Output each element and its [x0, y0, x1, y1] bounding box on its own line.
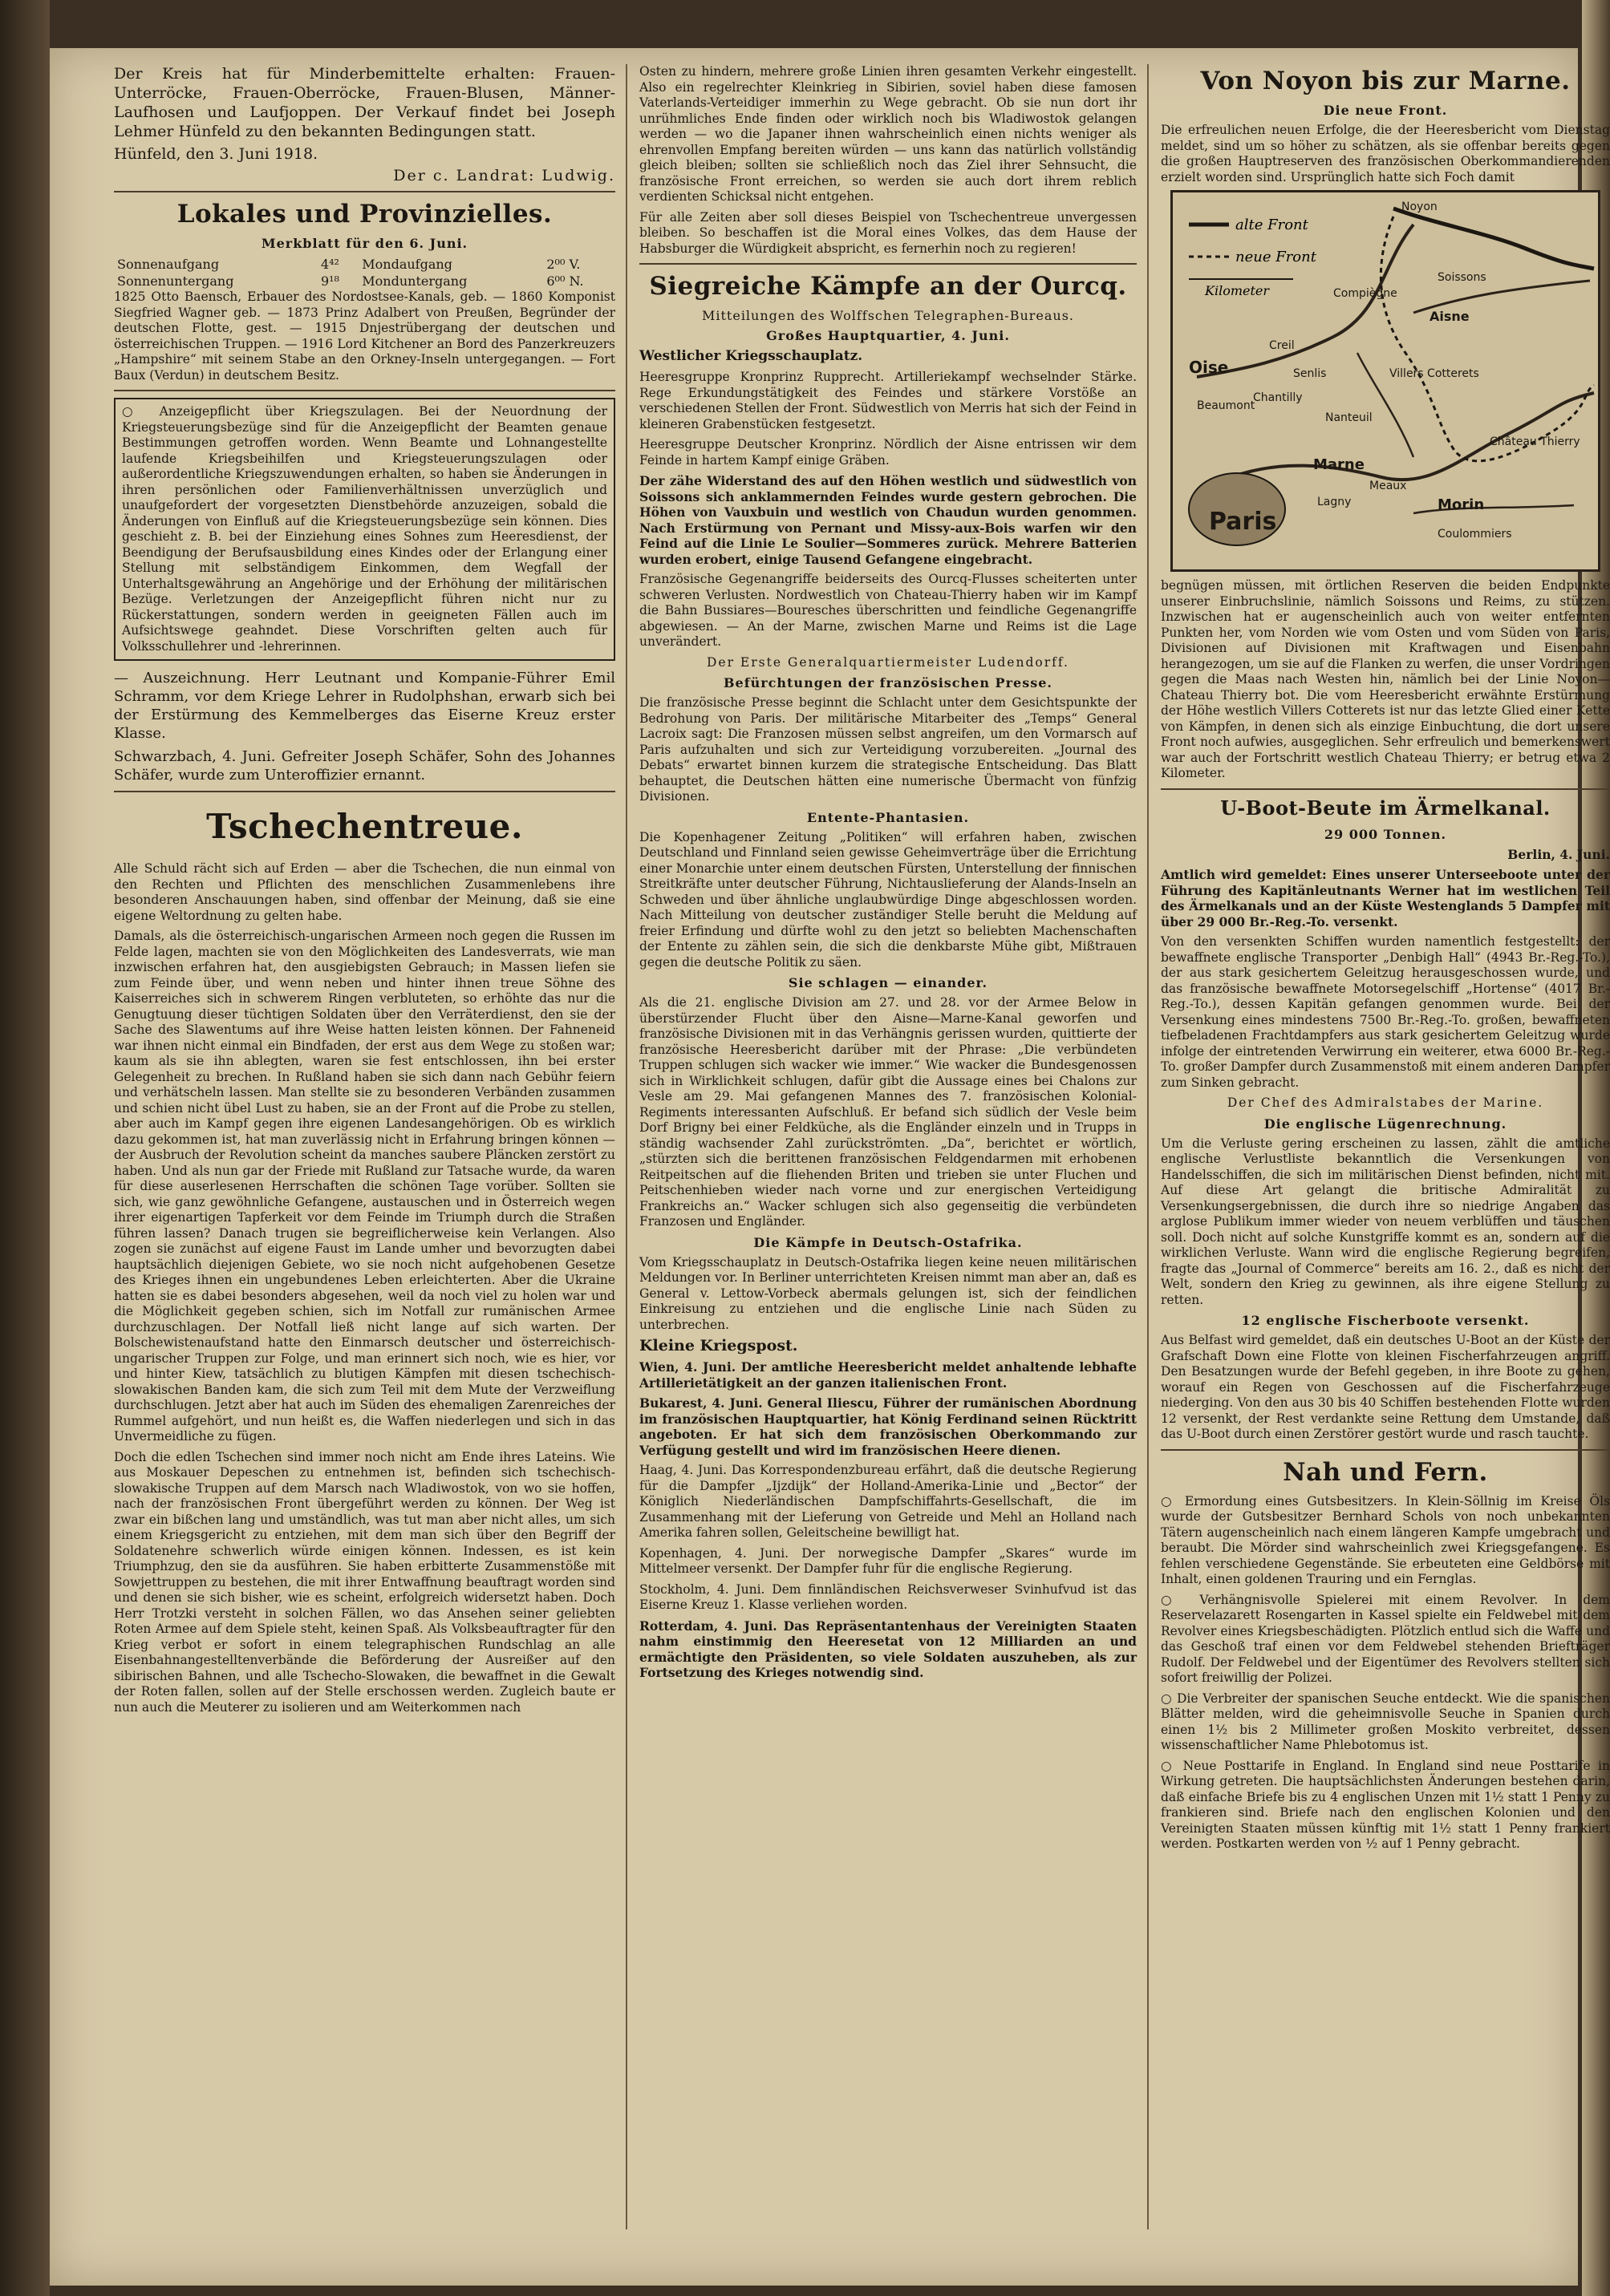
schlagen-heading: Sie schlagen — einander.: [788, 975, 988, 990]
tschechen-heading: Tschechentreue.: [206, 807, 523, 846]
ludendorff-signature: Der Erste Generalquartiermeister Ludendorff.: [707, 654, 1069, 670]
report-paragraph: Die französische Presse beginnt die Schlacht unter dem Gesichtspunkte der Bedrohung von Paris. Der militärische Mitarbeiter des „Temps“ General Lacroix sagt: Die Franzosen müssen selbst angreifen, um den Vormarsch auf Paris aufzuhalten und sich zur Verteidigung vorzubereiten. „Journal des Debats“ erwartet binnen kurzem die strategische Entscheidung. Das Blatt behauptet, die Deutschen hätten eine numerische Übermacht von fünfzig Divisionen.: [639, 695, 1137, 804]
legend-km-label: Kilometer: [1205, 283, 1270, 298]
report-paragraph: Der zähe Widerstand des auf den Höhen westlich und südwestlich von Soissons sich anklammernden Feindes wurde gestern gebrochen. Die Höhen von Vauxbuin und westlich von Chaudun wurden genommen. Nach Erstürmung von Pernant und Missy-aux-Bois warfen wir den Feind auf die Linie Le Soulier—Sommeres zurück. Mehrere Batterien wurden erobert, einige Tausend Gefangene eingebracht.: [639, 473, 1137, 567]
map-label: Nanteuil: [1325, 411, 1373, 424]
legend-new-label: neue Front: [1235, 249, 1316, 265]
column-rule: [626, 64, 627, 2229]
lokales-heading: Lokales und Provinzielles.: [176, 200, 553, 229]
news-item: ○ Neue Posttarife in England. In England sind neue Posttarife in Wirkung getreten. Die hauptsächlichsten Änderungen bestehen darin, daß einfache Briefe bis zu 4 englischen Unzen mit 1½ statt 1 Penny zu frankieren sind. Briefe nach den englischen Kolonien und den Vereinigten Staaten müssen künftig mit 1½ statt 1 Penny frankiert werden. Postkarten werden von ½ auf 1 Penny gebracht.: [1161, 1758, 1610, 1851]
news-item: ○ Ermordung eines Gutsbesitzers. In Klein-Söllnig im Kreise Öls wurde der Gutsbesitzer Bernhard Schols von noch unbekannten Tätern augenscheinlich nach einem längeren Kampfe umgebracht und beraubt. Die Mörder sind wahrscheinlich zwei Kriegsgefangene. Es fehlen verschiedene Gegenstände. Sie erbeuteten eine Geldbörse mit Inhalt, einen goldenen Trauring und ein Fernglas.: [1161, 1493, 1610, 1586]
hq-dateline: Großes Hauptquartier, 4. Juni.: [766, 328, 1010, 343]
tschechen-paragraph: Damals, als die österreichisch-ungarischen Armeen noch gegen die Russen im Felde lagen, machten sie von den Möglichkeiten des Landesverrats, wie man inzwischen erfahren hat, den ausgiebigsten Gebrauch; in Massen liefen sie zum Feinde über, und wenn neben und hinter ihnen treue Söhne des Kaiserreiches sich in schwerem Ringen verbluteten, so erhöhte das nur die Genugtuung dieser tüchtigen Soldaten über den Verräterdienst, den sie der Sache des Slawentums auf ihre Weise hatten leisten können. Der Fahneneid war ihnen nicht einmal ein Bindfaden, der erst aus dem Wege zu stoßen war; kaum als sie ihn ablegten, waren sie fest entschlossen, ihn bei erster Gelegenheit zu brechen. In Rußland haben sie sich dann nach Gebühr feiern und verhätscheln lassen. Man stellte sie zu besonderen Verbänden zusammen und schien nicht übel Lust zu haben, sie an der Front auf die Probe zu stellen, aber auch im Kampf gegen ihre eigenen Landesangehörigen. Ob es wirklich dazu gekommen ist, hat man zuverlässig nicht in Erfahrung bringen können — der Ausbruch der Revolution scheint da manches saubere Pläncken zerstört zu haben. Und als nun gar der Friede mit Rußland zur Tatsache wurde, da waren für diese auserlesenen Herrschaften die schönen Tage vorüber. Sollten sie sich, wie ganz gewöhnliche Gefangene, austauschen und in Österreich wegen ihrer eigenartigen Tapferkeit vor dem Feinde im Triumph durch die Straßen führen lassen? Danach trugen sie begreiflicherweise kein Verlangen. Also zogen sie zunächst auf eigene Faust im Lande umher und bevorzugten dabei hauptsächlich diejenigen Gebiete, wo sie noch nicht aufgehobenen Gesetze des Krieges ihnen ein ungebundenes Leben erleichterten. Aber die Ukraine hatten sie es dabei besonders abgesehen, weil da noch viel zu holen war und die Möglichkeit gegeben schien, sich im Notfall zur rumänischen Armee durchzuschlagen. Der Notfall ließ nicht lange auf sich warten. Der Bolschewistenaufstand hatte den Einmarsch deutscher und österreichisch-ungarischer Truppen zur Folge, und man erinnert sich noch, wie es hier, vor und hinter Kiew, tatsächlich zu blutigen Kämpfen mit diesen tschechisch-slowakischen Banden kam, die sich zum Teil mit dem Mute der Verzweiflung durchschlugen. Jetzt aber hat auch im Süden des ehemaligen Zarenreiches der Rummel aufgehört, und nun heißt es, die Waffen niederlegen und sich in das Unvermeidliche zu fügen.: [114, 929, 615, 1444]
kriegspost-item: Bukarest, 4. Juni. General Iliescu, Führer der rumänischen Abordnung im französischen Hauptquartier, hat König Ferdinand seinen Rücktritt angeboten. Er hat sich dem französischen Oberkommando zur Verfügung gestellt und wird im französischen Heere dienen.: [639, 1395, 1137, 1458]
auszeichnung-text: — Auszeichnung. Herr Leutnant und Kompanie-Führer Emil Schramm, vor dem Kriege Lehrer in Rudolphshan, erwarb sich bei der Erstürmung des Kemmelberges das Eiserne Kreuz erster Klasse.: [114, 670, 615, 742]
noyon-heading: Von Noyon bis zur Marne.: [1200, 67, 1571, 95]
news-item: ○ Verhängnisvolle Spielerei mit einem Revolver. In dem Reservelazarett Rosengarten in Kassel spielte ein Feldwebel mit dem Revolver eines Kriegsbeschädigten. Plötzlich entlud sich die Waffe und das Geschoß traf einen vor dem Feldwebel stehenden Briefträger Rudolf. Der Feldwebel und der Eigentümer des Revolvers stellten sich sofort freiwillig der Polizei.: [1161, 1592, 1610, 1685]
map-label: Senlis: [1293, 367, 1327, 380]
map-label: Paris: [1209, 508, 1277, 536]
map-label: Marne: [1313, 456, 1365, 473]
entente-heading: Entente-Phantasien.: [806, 809, 970, 825]
uboot-signature: Der Chef des Admiralstabes der Marine.: [1227, 1095, 1544, 1110]
anzeige-box: [114, 398, 615, 661]
table-cell: Sonnenaufgang: [117, 257, 220, 272]
map-label: Coulommiers: [1438, 528, 1512, 541]
map-label: Beaumont: [1197, 399, 1255, 412]
kriegspost-item: Wien, 4. Juni. Der amtliche Heeresbericht meldet anhaltende lebhafte Artillerietätigkeit an der ganzen italienischen Front.: [639, 1359, 1137, 1391]
table-cell: 2⁰⁰ V.: [546, 257, 581, 272]
map-label: Château Thierry: [1490, 435, 1580, 448]
schwarzbach-text: Schwarzbach, 4. Juni. Gefreiter Joseph Schäfer, Sohn des Johannes Schäfer, wurde zum Unteroffizier ernannt.: [114, 748, 615, 784]
report-paragraph: Heeresgruppe Deutscher Kronprinz. Nördlich der Aisne entrissen wir dem Feinde in hartem Kampf einige Gräben.: [639, 437, 1137, 468]
news-item: ○ Die Verbreiter der spanischen Seuche entdeckt. Wie die spanischen Blätter melden, wird die geheimnisvolle Seuche in Spanien durch einen 1½ bis 2 Millimeter großen Moskito verbreitet, dessen wissenschaftlicher Name Phlebotomus ist.: [1161, 1691, 1610, 1752]
merkblatt-text: 1825 Otto Baensch, Erbauer des Nordostsee-Kanals, geb. — 1860 Komponist Siegfried Wagner geb. — 1873 Prinz Adalbert von Preußen, Begründer der deutschen Flotte, gest. — 1915 Dnjestrübergang der deutschen und österreichischen Truppen. — 1916 Lord Kitchener an Bord des Panzerkreuzers „Hampshire“ mit seinem Stabe an den Orkney-Inseln untergegangen. — Fort Baux (Verdun) in deutschem Besitz.: [114, 290, 615, 383]
report-paragraph: Die Kopenhagener Zeitung „Politiken“ will erfahren haben, zwischen Deutschland und Finnland seien gewisse Geheimverträge über die Errichtung einer Monarchie unter einem deutschen Fürsten, Unterstellung der finnischen Streitkräfte unter deutscher Führung, Nichtauslieferung der Alands-Inseln an Schweden und über ähnliche unglaubwürdige Dinge abgeschlossen worden. Nach Mitteilung von deutscher zuständiger Stelle beruht die Meldung auf freier Erfindung und dürfte wohl zu den jetzt so beliebten Machenschaften der Entente zu zählen sein, die sich die denkbarste Mühe gibt, Mißtrauen gegen die deutsche Politik zu säen.: [639, 829, 1137, 970]
uboot-paragraph: Amtlich wird gemeldet: Eines unserer Unterseeboote unter der Führung des Kapitänleutnants Werner hat im westlichen Teil des Ärmelkanals und an der Küste Westenglands 5 Dampfer mit über 29 000 Br.-Reg.-To. versenkt.: [1161, 867, 1610, 929]
table-cell: 9¹⁸: [320, 273, 339, 289]
befuerchtungen-heading: Befürchtungen der französischen Presse.: [724, 675, 1052, 690]
divider: [639, 263, 1137, 265]
table-cell: 6⁰⁰ N.: [546, 273, 584, 289]
map-label: Aisne: [1430, 309, 1470, 324]
divider: [1161, 1449, 1610, 1451]
uboot-heading: U-Boot-Beute im Ärmelkanal.: [1220, 796, 1551, 820]
tschechen-continued: Osten zu hindern, mehrere große Linien ihren gesamten Verkehr eingestellt. Also ein regelrechter Kleinkrieg in Sibirien, soviel haben diese famosen Vaterlands-Verteidiger immerhin zu Wege gebracht. Ob sie nun dort ihr unrühmliches Ende finden oder wirklich noch bis Wladiwostok gelangen werden — wo die Japaner ihnen wahrscheinlich einen nichts weniger als ehrenvollen Empfang bereiten würden — uns kann das natürlich vollständig gleich bleiben; sollten sie schließlich noch das Ziel ihrer Sehnsucht, die französische Front erreichen, so werden sie auch dort ihrem reblich verdienten Schicksal nicht entgehen.: [639, 64, 1137, 204]
map-label: Lagny: [1317, 496, 1352, 508]
map-label: Oise: [1189, 358, 1229, 377]
newspaper-page: [50, 48, 1610, 2286]
luegen-heading: Die englische Lügenrechnung.: [1263, 1116, 1507, 1132]
kreis-date: Hünfeld, den 3. Juni 1918.: [114, 145, 318, 163]
uboot-paragraph: Von den versenkten Schiffen wurden namentlich festgestellt: der bewaffnete englische Transporter „Denbigh Hall“ (4943 Br.-Reg.-To.), der aus stark gesichertem Geleitzug herausgeschossen wurde, und das französische bewaffnete Motorsegelschiff „Hortense“ (4017 Br.-Reg.-To.), dessen Kapitän gefangen genommen wurde. Bei der Versenkung eines mindestens 7500 Br.-Reg.-To. großen, bewaffneten tiefbeladenen Frachtdampfers aus stark gesichertem Geleitzug wurde infolge der eintretenden Verwirrung ein weiterer, etwa 6000 Br.-Reg.-To. großer Dampfer durch Zusammenstoß mit einem anderen Dampfer zum Sinken gebracht.: [1161, 934, 1610, 1090]
column-1: [114, 64, 615, 1720]
noyon-paragraph: begnügen müssen, mit örtlichen Reserven die beiden Endpunkte unserer Einbruchslinie, nämlich Soissons und Reims, zu stützen. Inzwischen hat er augenscheinlich auch von weiter entfernten Punkten her, vom Norden wie vom Osten und vom Süden von Paris, Divisionen auf Divisionen mit Kraftwagen und Eisenbahn herangezogen, um sie auf die Flanken zu werfen, die unser Vordringen gegen die Maas nach Westen hin, nämlich bei der Linie Noyon—Chateau Thierry bot. Die vom Heeresbericht erwähnte Erstürmung der Höhe westlich Villers Cotterets ist nur das letzte Glied einer Kette von Kämpfen, in denen sich als einzige Einbuchtung, die dort unsere Front noch aufwies, ausgeglichen. Sehr erfreulich und bemerkenswert war auch der Fortschritt westlich Chateau Thierry; er betrug etwa 2 Kilometer.: [1161, 578, 1610, 780]
map-label: Compiègne: [1333, 287, 1397, 300]
map-label: Noyon: [1401, 200, 1438, 213]
report-paragraph: Als die 21. englische Division am 27. und 28. vor der Armee Below in überstürzender Flucht über den Aisne—Marne-Kanal geworfen und französische Divisionen mit in das Verhängnis gerissen wurden, quittierte der französische Heeresbericht darüber mit der Phrase: „Die verbündeten Truppen schlugen sich wacker wie immer.“ Wie wacker die Bundesgenossen sich in Wirklichkeit schlugen, dafür gibt die Aussage eines bei Chalons zur Vesle am 29. Mai gefangenen Mannes des 7. französischen Kolonial-Regiments interessanten Aufschluß. Er befand sich südlich der Vesle beim Dorf Brigny bei einer Feldküche, als die Engländer einzeln und in Trupps in ständig wachsender Zahl zurückströmten. „Da“, berichtet er wörtlich, „stürzten sich die berittenen französischen Feldgendarmen mit erhobenen Reitpeitschen auf die fliehenden Briten und trieben sie unter Fluchen und Peitschenhieben wieder nach vorne und zur energischen Verteidigung Frankreichs an.“ Wacker schlugen sich also gegenseitig die verbündeten Franzosen und Engländer.: [639, 995, 1137, 1229]
kriegspost-item: Haag, 4. Juni. Das Korrespondenzbureau erfährt, daß die deutsche Regierung für die Dampfer „Ijzdijk“ der Holland-Amerika-Linie und „Bector“ der Königlich Niederländischen Dampfschiffahrts-Gesellschaft, die im Zusammenhang mit der Lieferung von Getreide und Mehl an Holland nach Amerika fahren sollen, Geleitscheine bewilligt hat.: [639, 1463, 1137, 1540]
west-heading: Westlicher Kriegsschauplatz.: [639, 348, 863, 364]
table-cell: Monduntergang: [362, 273, 468, 289]
divider: [114, 390, 615, 391]
kreis-notice: Der Kreis hat für Minderbemittelte erhalten: Frauen-Unterröcke, Frauen-Oberröcke, Frauen-Blusen, Männer-Laufhosen und Laufjoppen. Der Verkauf findet bei Joseph Lehmer Hünfeld zu den bekannten Bedingungen statt.: [114, 65, 615, 140]
noyon-paragraph: Die erfreulichen neuen Erfolge, die der Heeresbericht vom Dienstag meldet, sind um so höher zu schätzen, als sie offenbar bereits gegen die großen Hauptreserven des französischen Oberkommandierenden erzielt worden sind. Ursprünglich hatte sich Foch damit: [1161, 123, 1610, 184]
kriegspost-item: Stockholm, 4. Juni. Dem finnländischen Reichsverweser Svinhufvud ist das Eiserne Kreuz 1. Klasse verliehen worden.: [639, 1581, 1137, 1612]
table-cell: Mondaufgang: [362, 257, 452, 272]
fischer-heading: 12 englische Fischerboote versenkt.: [1241, 1313, 1530, 1328]
book-spine: [0, 0, 50, 2296]
column-rule: [1147, 64, 1149, 2229]
kriegspost-heading: Kleine Kriegspost.: [639, 1337, 798, 1355]
merkblatt-heading: Merkblatt für den 6. Juni.: [261, 236, 468, 251]
kriegspost-item: Rotterdam, 4. Juni. Das Repräsentantenhaus der Vereinigten Staaten nahm einstimmig den Heeresetat von 12 Milliarden an und ermächtigte den Präsidenten, so viele Soldaten auszuheben, als zur Fortsetzung des Krieges notwendig sind.: [639, 1618, 1137, 1680]
report-paragraph: Heeresgruppe Kronprinz Rupprecht. Artilleriekampf wechselnder Stärke. Rege Erkundungstätigkeit des Feindes und stärkere Vorstöße an verschiedenen Stellen der Front. Südwestlich von Merris hat sich der Feind in kleineren Grabenstücken festgesetzt.: [639, 370, 1137, 431]
map-label: Creil: [1269, 339, 1295, 352]
tschechen-paragraph: Doch die edlen Tschechen sind immer noch nicht am Ende ihres Lateins. Wie aus Moskauer Depeschen zu entnehmen ist, befinden sich tschechisch-slowakische Truppen auf dem Marsch nach Wladiwostok, von wo sie hoffen, nach der französischen Front übergeführt werden zu können. Der Weg ist zwar ein bißchen lang und umständlich, was tut man aber nicht alles, um sich einem Kriegsgericht zu entziehen, mit dem man sich über den Begriff der Soldatenehre schwerlich würde einigen können. Indessen, es ist kein Triumphzug, den sie da ausführen. Sie haben erbitterte Zusammenstöße mit Sowjettruppen zu bestehen, die mit ihrer Entwaffnung beauftragt worden sind und denen sie sich bisher, wie es scheint, erfolgreich widersetzt haben. Doch Herr Trotzki versteht in solchen Fällen, wo das Ansehen seiner geliebten Roten Armee auf dem Spiele steht, keinen Spaß. Als Volksbeauftragter für den Krieg verbot er sofort in einem telegraphischen Rundschlag an alle Eisenbahnangestelltenverbände die Beförderung der Ausreißer auf den sibirischen Bahnen, und alle Tschecho-Slowaken, die bewaffnet in die Gewalt der Roten fallen, sollen auf der Stelle erschossen werden. Zugleich baute er nun auch die Meuterer zu isolieren und am Weiterkommen nach: [114, 1449, 615, 1715]
map-label: Morin: [1438, 496, 1485, 513]
divider: [1161, 788, 1610, 790]
anzeige-text: ○ Anzeigepflicht über Kriegszulagen. Bei der Neuordnung der Kriegsteuerungsbezüge sind für die Anzeigepflicht der Beamten genaue Bestimmungen getroffen worden. Wenn Beamte und Lohnangestellte laufende Kriegsbeihilfen und Kriegsteuerungszulagen oder außerordentliche Kriegszuwendungen erhalten, so haben sie Änderungen in ihren persönlichen oder Familienverhältnissen unverzüglich und unaufgefordert der vorgesetzten Dienstbehörde anzuzeigen, sobald die Änderungen von Einfluß auf die Kriegsteuerungsbezüge sein können. Dies geschieht z. B. bei der Einziehung eines Sohnes zum Heeresdienst, der Beendigung der Berufsausbildung eines Kindes oder der Erlangung einer Stellung mit selbständigem Einkommen, dem Wegfall der Unterhaltsgewährung an Angehörige und der Erhöhung der militärischen Bezüge. Verletzungen der Anzeigepflicht führen nicht nur zu Rückerstattungen, sondern werden in geeigneten Fällen auch im Aufsichtswege geahndet. Diese Vorschriften gelten auch für Volksschullehrer und -lehrerinnen.: [122, 404, 607, 654]
map-label: Chantilly: [1253, 391, 1303, 404]
tschechen-paragraph: Alle Schuld rächt sich auf Erden — aber die Tschechen, die nun einmal von den Rechten und Pflichten des menschlichen Zusammenlebens ihre besonderen Anschauungen haben, sind offenbar der Meinung, daß sie eine eigene Weltordnung zu gelten habe.: [114, 861, 615, 923]
divider: [114, 191, 615, 192]
legend-old-label: alte Front: [1235, 217, 1308, 233]
luegen-paragraph: Um die Verluste gering erscheinen zu lassen, zählt die amtliche englische Verlustliste bekanntlich die Versenkungen von Handelsschiffen, die sich im militärischen Dienst befinden, nicht mit. Auf diese Art gelangt die britische Admiralität zu Versenkungsergebnissen, die durch ihre so niedrige Angaben das arglose Publikum immer wieder von neuem verblüffen und täuschen soll. Doch nicht auf solche Kunstgriffe kommt es an, sondern auf die wirklichen Verluste. Wann wird die englische Regierung begreifen, fragte das „Journal of Commerce“ bereits am 16. 2., daß es nicht der Welt, sondern den Krieg zu gewinnen, als ihre eigene Stellung zu retten.: [1161, 1136, 1610, 1307]
table-row: [114, 273, 615, 290]
kreis-signature: Der c. Landrat: Ludwig.: [393, 167, 615, 184]
sun-moon-table: [114, 256, 615, 290]
tschechen-continued: Für alle Zeiten aber soll dieses Beispiel von Tschechentreue unvergessen bleiben. So beschaffen ist die Moral eines Volkes, das dem Hause der Habsburger die Würdigkeit abspricht, es fernerhin noch zu regieren!: [639, 209, 1137, 256]
uboot-dateline: Berlin, 4. Juni.: [1507, 846, 1610, 862]
report-paragraph: Französische Gegenangriffe beiderseits des Ourcq-Flusses scheiterten unter schweren Verlusten. Nordwestlich von Chateau-Thierry haben wir im Kampf die Bahn Bussiares—Bouresches überschritten und feindliche Gegenangriffe abgewiesen. — An der Marne, zwischen Marne und Reims ist die Lage unverändert.: [639, 572, 1137, 649]
divider: [114, 791, 615, 792]
map-label: Villers Cotterets: [1389, 367, 1479, 380]
column-3: [1161, 64, 1610, 1857]
fischer-paragraph: Aus Belfast wird gemeldet, daß ein deutsches U-Boot an der Küste der Grafschaft Down eine Flotte von kleinen Fischerfahrzeugen angriff. Den Besatzungen wurde der Befehl gegeben, in ihre Boote zu gehen, worauf ein Regen von Geschossen auf die Fischerfahrzeuge niederging. Von den aus 30 bis 40 Schiffen bestehenden Flotte wurden 12 versenkt, der Rest verdankte seine Rettung dem Umstande, daß das U-Boot durch einen Zerstörer gestört wurde und rasch tauchte.: [1161, 1333, 1610, 1441]
table-cell: 4⁴²: [320, 257, 339, 272]
ourcq-subheading: Mitteilungen des Wolffschen Telegraphen-Bureaus.: [701, 308, 1075, 323]
front-map: [1170, 190, 1600, 572]
report-paragraph: Vom Kriegsschauplatz in Deutsch-Ostafrika liegen keine neuen militärischen Meldungen vor. In Berliner unterrichteten Kreisen nimmt man aber an, daß es General v. Lettow-Vorbeck abermals gelungen ist, sich der feindlichen Einkreisung zu entziehen und die englische Linie nach Süden zu unterbrechen.: [639, 1254, 1137, 1332]
uboot-subheading: 29 000 Tonnen.: [1324, 826, 1447, 842]
kriegspost-item: Kopenhagen, 4. Juni. Der norwegische Dampfer „Skares“ wurde im Mittelmeer versenkt. Der Dampfer fuhr für die englische Regierung.: [639, 1545, 1137, 1576]
ostafrika-heading: Die Kämpfe in Deutsch-Ostafrika.: [753, 1234, 1023, 1250]
map-label: Soissons: [1438, 271, 1486, 284]
column-2: [639, 64, 1137, 1686]
nah-fern-heading: Nah und Fern.: [1283, 1457, 1488, 1487]
noyon-subheading: Die neue Front.: [1323, 103, 1448, 118]
table-row: [114, 256, 615, 273]
ourcq-heading: Siegreiche Kämpfe an der Ourcq.: [649, 272, 1127, 301]
map-label: Meaux: [1369, 480, 1407, 492]
table-cell: Sonnenuntergang: [117, 273, 234, 289]
